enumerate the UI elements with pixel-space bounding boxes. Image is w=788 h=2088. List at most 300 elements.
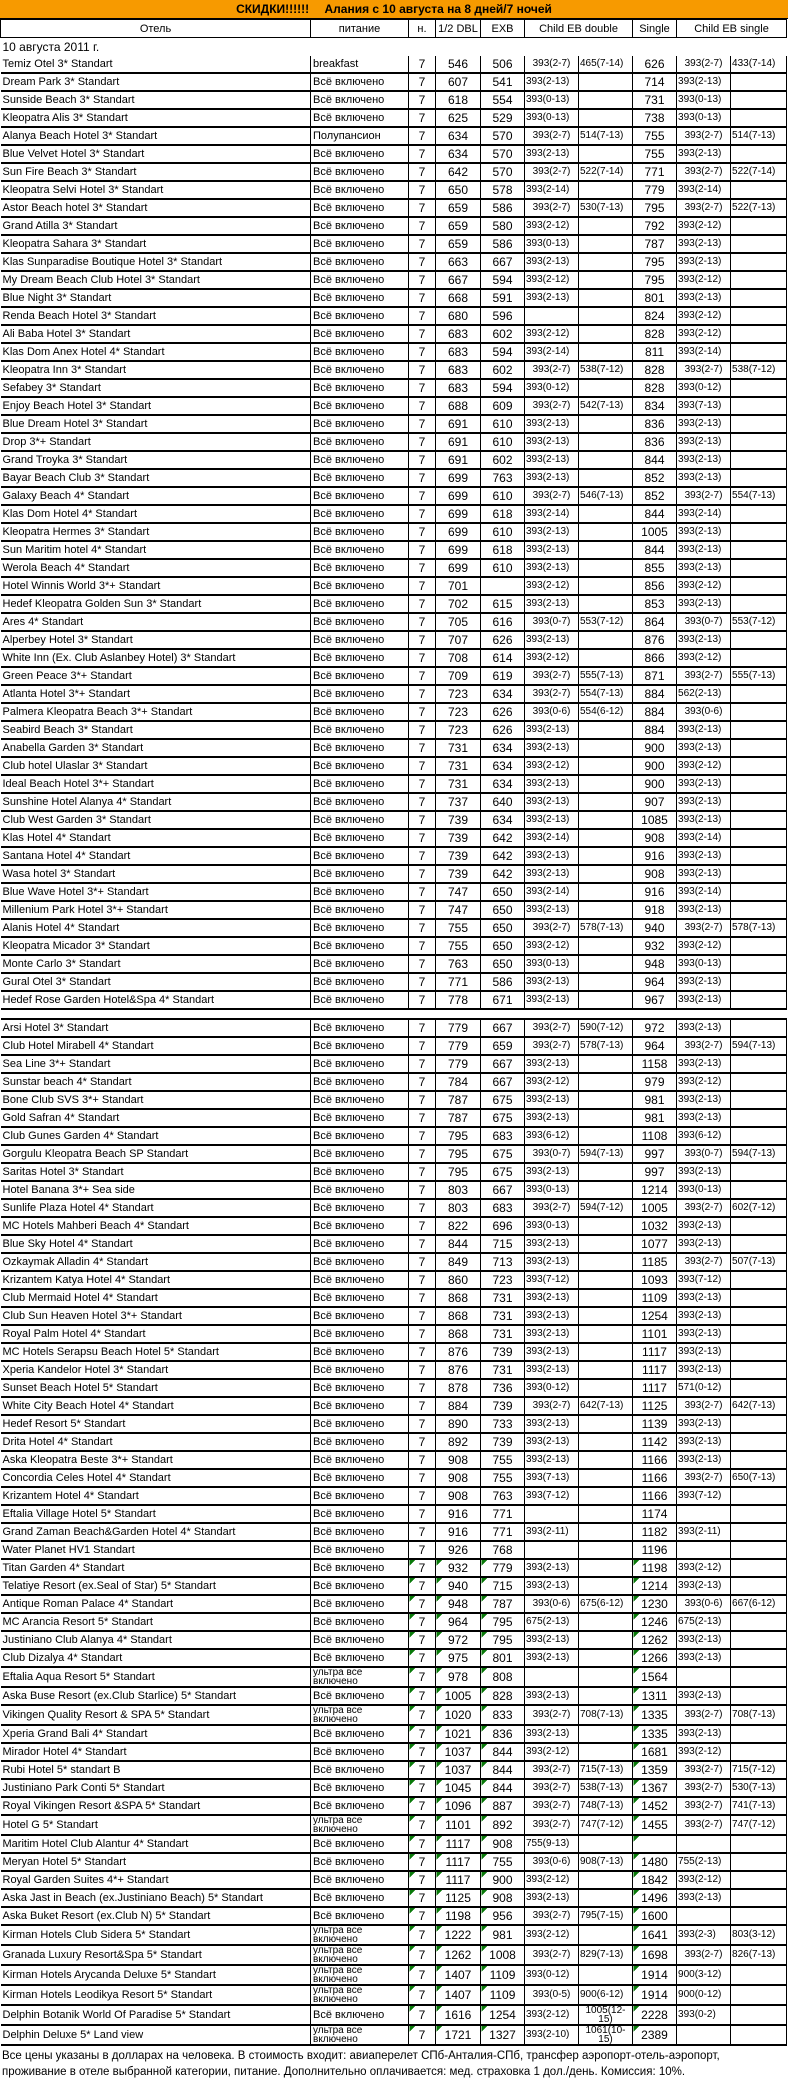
child-single-2 <box>731 739 787 757</box>
child-single-2 <box>731 955 787 973</box>
nights: 7 <box>409 307 436 325</box>
meal-type: Всё включено <box>311 289 409 307</box>
price-dbl: 699 <box>436 505 481 523</box>
price-single: 900 <box>633 757 677 775</box>
child-single-1: 393(2-7) <box>677 1705 731 1725</box>
child-single-1: 900(3-12) <box>677 1965 731 1985</box>
child-double-2: 908(7-13) <box>579 1853 633 1871</box>
child-single-2 <box>731 559 787 577</box>
nights: 7 <box>409 1199 436 1217</box>
table-row <box>1 1743 787 1761</box>
meal-type: Всё включено <box>311 1091 409 1109</box>
meal-type: Всё включено <box>311 955 409 973</box>
nights: 7 <box>409 649 436 667</box>
child-single-2 <box>731 1667 787 1687</box>
child-double-2 <box>579 865 633 883</box>
child-double-2 <box>579 379 633 397</box>
table-row <box>1 1145 787 1163</box>
price-dbl: 972 <box>436 1631 481 1649</box>
nights: 7 <box>409 1523 436 1541</box>
price-dbl: 795 <box>436 1145 481 1163</box>
child-single-2 <box>731 721 787 739</box>
child-single-1: 393(2-13) <box>677 253 731 271</box>
price-dbl: 1222 <box>436 1925 481 1945</box>
child-double-1: 393(2-13) <box>525 523 579 541</box>
table-row <box>1 343 787 361</box>
child-single-1: 393(2-7) <box>677 127 731 145</box>
child-single-2: 594(7-13) <box>731 1037 787 1055</box>
child-single-1 <box>677 1505 731 1523</box>
nights: 7 <box>409 469 436 487</box>
child-double-2 <box>579 1307 633 1325</box>
nights: 7 <box>409 1907 436 1925</box>
price-single: 1109 <box>633 1289 677 1307</box>
child-double-2: 578(7-13) <box>579 919 633 937</box>
nights: 7 <box>409 1945 436 1965</box>
price-exb: 634 <box>481 811 525 829</box>
price-single: 2389 <box>633 2025 677 2045</box>
price-single: 918 <box>633 901 677 919</box>
child-double-2 <box>579 937 633 955</box>
price-exb: 602 <box>481 451 525 469</box>
hotel-name: Astor Beach hotel 3* Standart <box>1 199 311 217</box>
price-exb: 650 <box>481 901 525 919</box>
nights: 7 <box>409 1019 436 1037</box>
price-dbl: 659 <box>436 235 481 253</box>
child-single-1: 393(2-7) <box>677 1761 731 1779</box>
price-dbl: 1117 <box>436 1853 481 1871</box>
child-double-1: 393(2-11) <box>525 1523 579 1541</box>
price-dbl: 709 <box>436 667 481 685</box>
price-exb: 616 <box>481 613 525 631</box>
child-single-2 <box>731 1725 787 1743</box>
price-dbl: 778 <box>436 991 481 1009</box>
meal-type: Всё включено <box>311 397 409 415</box>
price-dbl: 779 <box>436 1055 481 1073</box>
child-double-2 <box>579 433 633 451</box>
child-double-1: 393(2-7) <box>525 919 579 937</box>
price-dbl: 755 <box>436 919 481 937</box>
price-dbl: 688 <box>436 397 481 415</box>
child-double-2 <box>579 451 633 469</box>
child-single-2 <box>731 217 787 235</box>
child-single-2: 553(7-12) <box>731 613 787 631</box>
hotel-name: Rubi Hotel 5* standart B <box>1 1761 311 1779</box>
nights: 7 <box>409 937 436 955</box>
child-double-1: 393(2-7) <box>525 163 579 181</box>
child-single-1: 393(2-13) <box>677 523 731 541</box>
footer-note: Все цены указаны в долларах на человека. В стоимость входит: авиаперелет СПб-Анталия-СПб, трансфер аэропорт-отель-аэропорт, проживание в отеле выбранной категории, питание. Дополнительно оплачивается: мед. страховка 1 дол./день. Комиссия: 10%. <box>2 2050 720 2078</box>
table-row <box>1 1631 787 1649</box>
hotel-name: Delphin Botanik World Of Paradise 5* Standart <box>1 2005 311 2025</box>
price-single: 940 <box>633 919 677 937</box>
child-double-2 <box>579 1325 633 1343</box>
child-single-1: 393(2-14) <box>677 883 731 901</box>
nights: 7 <box>409 1181 436 1199</box>
price-exb: 610 <box>481 559 525 577</box>
price-single: 1174 <box>633 1505 677 1523</box>
nights: 7 <box>409 325 436 343</box>
child-single-1: 393(2-13) <box>677 1433 731 1451</box>
child-single-1: 393(2-13) <box>677 739 731 757</box>
hotel-name: MC Hotels Mahberi Beach 4* Standart <box>1 1217 311 1235</box>
price-single: 1108 <box>633 1127 677 1145</box>
table-row <box>1 1667 787 1687</box>
child-single-2 <box>731 1271 787 1289</box>
child-double-1: 393(2-7) <box>525 1815 579 1835</box>
price-dbl: 948 <box>436 1595 481 1613</box>
hotel-name: Green Peace 3*+ Standart <box>1 667 311 685</box>
child-single-2 <box>731 1523 787 1541</box>
nights: 7 <box>409 973 436 991</box>
child-single-2 <box>731 1019 787 1037</box>
price-dbl: 890 <box>436 1415 481 1433</box>
price-dbl: 642 <box>436 163 481 181</box>
child-double-2 <box>579 235 633 253</box>
meal-type: Всё включено <box>311 1271 409 1289</box>
child-single-1: 393(2-13) <box>677 793 731 811</box>
price-dbl: 634 <box>436 127 481 145</box>
child-single-2 <box>731 1559 787 1577</box>
hotel-name: Sunlife Plaza Hotel 4* Standart <box>1 1199 311 1217</box>
price-single: 900 <box>633 775 677 793</box>
child-double-1: 393(2-14) <box>525 829 579 847</box>
price-single: 1230 <box>633 1595 677 1613</box>
child-double-1: 393(2-7) <box>525 1945 579 1965</box>
child-double-1: 393(2-7) <box>525 1705 579 1725</box>
child-double-1: 393(2-12) <box>525 649 579 667</box>
child-double-1: 393(2-7) <box>525 1037 579 1055</box>
table-row <box>1 271 787 289</box>
hotel-name: Telatiye Resort (ex.Seal of Star) 5* Standart <box>1 1577 311 1595</box>
price-dbl: 731 <box>436 775 481 793</box>
price-exb: 619 <box>481 667 525 685</box>
table-row <box>1 1433 787 1451</box>
child-double-1: 393(2-13) <box>525 1163 579 1181</box>
price-dbl: 1045 <box>436 1779 481 1797</box>
child-single-2 <box>731 1181 787 1199</box>
child-single-1: 393(2-7) <box>677 1253 731 1271</box>
hotel-name: Sefabey 3* Standart <box>1 379 311 397</box>
price-exb: 671 <box>481 991 525 1009</box>
meal-type: Всё включено <box>311 307 409 325</box>
child-double-2 <box>579 973 633 991</box>
nights: 7 <box>409 1037 436 1055</box>
hotel-name: Drop 3*+ Standart <box>1 433 311 451</box>
nights: 7 <box>409 1343 436 1361</box>
child-double-2 <box>579 1613 633 1631</box>
table-row <box>1 1613 787 1631</box>
child-single-2 <box>731 991 787 1009</box>
table-row <box>1 1217 787 1235</box>
price-single: 1681 <box>633 1743 677 1761</box>
price-exb: 731 <box>481 1325 525 1343</box>
child-double-1: 393(2-12) <box>525 271 579 289</box>
hotel-name: Gold Safran 4* Standart <box>1 1109 311 1127</box>
nights: 7 <box>409 217 436 235</box>
price-exb: 667 <box>481 1055 525 1073</box>
child-double-2 <box>579 469 633 487</box>
price-exb: 1109 <box>481 1965 525 1985</box>
price-single: 755 <box>633 127 677 145</box>
child-single-1: 393(2-13) <box>677 415 731 433</box>
child-single-2 <box>731 181 787 199</box>
meal-type: Всё включено <box>311 1871 409 1889</box>
hotel-name: Granada Luxury Resort&Spa 5* Standart <box>1 1945 311 1965</box>
child-single-1: 393(2-13) <box>677 235 731 253</box>
child-double-1: 393(2-13) <box>525 811 579 829</box>
child-double-2 <box>579 1055 633 1073</box>
child-single-2: 642(7-13) <box>731 1397 787 1415</box>
meal-type: Всё включено <box>311 721 409 739</box>
meal-type: Всё включено <box>311 1523 409 1541</box>
child-single-2: 650(7-13) <box>731 1469 787 1487</box>
child-single-2 <box>731 541 787 559</box>
table-row <box>1 109 787 127</box>
price-exb: 683 <box>481 1199 525 1217</box>
child-single-1: 393(2-13) <box>677 1289 731 1307</box>
child-double-1: 393(2-12) <box>525 1925 579 1945</box>
child-double-1: 393(2-7) <box>525 1779 579 1797</box>
child-double-2 <box>579 847 633 865</box>
child-double-1: 393(0-12) <box>525 1379 579 1397</box>
child-single-1: 393(2-13) <box>677 541 731 559</box>
price-single: 1335 <box>633 1725 677 1743</box>
table-row <box>1 217 787 235</box>
price-exb: 634 <box>481 685 525 703</box>
hotel-name: Kleopatra Micador 3* Standart <box>1 937 311 955</box>
col-child-double: Child EB double <box>525 20 633 38</box>
price-exb: 594 <box>481 343 525 361</box>
child-double-2 <box>579 631 633 649</box>
nights: 7 <box>409 451 436 469</box>
price-exb: 723 <box>481 1271 525 1289</box>
hotel-name: Club Mermaid Hotel 4* Standart <box>1 1289 311 1307</box>
price-dbl: 1005 <box>436 1687 481 1705</box>
child-double-1 <box>525 1667 579 1687</box>
meal-type: Всё включено <box>311 343 409 361</box>
price-dbl: 892 <box>436 1433 481 1451</box>
child-double-2: 514(7-13) <box>579 127 633 145</box>
child-double-2 <box>579 523 633 541</box>
child-single-2 <box>731 2025 787 2045</box>
child-single-1: 393(2-13) <box>677 901 731 919</box>
table-row <box>1 1505 787 1523</box>
table-row <box>1 1361 787 1379</box>
meal-type: Всё включено <box>311 1073 409 1091</box>
hotel-name: Mirador Hotel 4* Standart <box>1 1743 311 1761</box>
nights: 7 <box>409 253 436 271</box>
child-double-1: 393(2-12) <box>525 1743 579 1761</box>
table-row <box>1 919 787 937</box>
price-exb: 650 <box>481 937 525 955</box>
price-dbl: 699 <box>436 523 481 541</box>
price-dbl: 659 <box>436 199 481 217</box>
meal-type: Всё включено <box>311 1779 409 1797</box>
price-dbl: 868 <box>436 1289 481 1307</box>
hotel-name: Grand Atilla 3* Standart <box>1 217 311 235</box>
child-double-1: 393(2-13) <box>525 1559 579 1577</box>
child-single-2 <box>731 91 787 109</box>
price-dbl: 1407 <box>436 1965 481 1985</box>
price-exb: 626 <box>481 631 525 649</box>
nights: 7 <box>409 1235 436 1253</box>
child-single-2 <box>731 235 787 253</box>
price-single: 731 <box>633 91 677 109</box>
table-row <box>1 1415 787 1433</box>
child-double-1: 393(2-13) <box>525 559 579 577</box>
price-single: 1641 <box>633 1925 677 1945</box>
price-single: 1359 <box>633 1761 677 1779</box>
hotel-name: Concordia Celes Hotel 4* Standart <box>1 1469 311 1487</box>
table-row <box>1 1835 787 1853</box>
table-row <box>1 1235 787 1253</box>
price-dbl: 683 <box>436 325 481 343</box>
child-single-2 <box>731 1743 787 1761</box>
meal-type: ультра все включено <box>311 1667 409 1687</box>
price-dbl: 860 <box>436 1271 481 1289</box>
price-exb: 844 <box>481 1779 525 1797</box>
child-single-2 <box>731 1415 787 1433</box>
nights: 7 <box>409 901 436 919</box>
hotel-name: Vikingen Quality Resort & SPA 5* Standart <box>1 1705 311 1725</box>
price-single: 972 <box>633 1019 677 1037</box>
child-single-1: 393(2-13) <box>677 451 731 469</box>
child-single-1: 393(2-12) <box>677 325 731 343</box>
table-row <box>1 1307 787 1325</box>
nights: 7 <box>409 199 436 217</box>
price-exb: 836 <box>481 1725 525 1743</box>
meal-type: Всё включено <box>311 541 409 559</box>
meal-type: ультра все включено <box>311 1965 409 1985</box>
child-double-1: 393(2-7) <box>525 1199 579 1217</box>
hotel-name: Atlanta Hotel 3*+ Standart <box>1 685 311 703</box>
meal-type: Всё включено <box>311 1505 409 1523</box>
child-double-1 <box>525 307 579 325</box>
nights: 7 <box>409 1743 436 1761</box>
price-exb: 667 <box>481 1181 525 1199</box>
price-single: 1117 <box>633 1361 677 1379</box>
child-single-2 <box>731 325 787 343</box>
hotel-name: Klas Dom Hotel 4* Standart <box>1 505 311 523</box>
child-single-2 <box>731 1379 787 1397</box>
child-single-1: 393(2-13) <box>677 1109 731 1127</box>
price-dbl: 699 <box>436 487 481 505</box>
price-single: 981 <box>633 1109 677 1127</box>
price-single <box>633 1835 677 1853</box>
table-row <box>1 1705 787 1725</box>
price-dbl: 699 <box>436 469 481 487</box>
child-single-1: 393(2-13) <box>677 865 731 883</box>
hotel-name: Sunside Beach 3* Standart <box>1 91 311 109</box>
child-single-1: 393(2-7) <box>677 1397 731 1415</box>
price-single: 853 <box>633 595 677 613</box>
hotel-name: Club Gunes Garden 4* Standart <box>1 1127 311 1145</box>
child-double-1: 393(0-13) <box>525 955 579 973</box>
child-double-1: 393(2-7) <box>525 1397 579 1415</box>
price-exb: 642 <box>481 829 525 847</box>
price-single: 964 <box>633 973 677 991</box>
child-single-2 <box>731 1965 787 1985</box>
meal-type: Всё включено <box>311 1451 409 1469</box>
price-single: 792 <box>633 217 677 235</box>
price-single: 855 <box>633 559 677 577</box>
hotel-name: Monte Carlo 3* Standart <box>1 955 311 973</box>
child-single-1: 393(2-12) <box>677 1073 731 1091</box>
child-double-1: 393(2-13) <box>525 73 579 91</box>
price-exb: 675 <box>481 1145 525 1163</box>
child-double-1: 393(0-5) <box>525 1985 579 2005</box>
meal-type: Всё включено <box>311 829 409 847</box>
nights: 7 <box>409 1725 436 1743</box>
price-single: 714 <box>633 73 677 91</box>
hotel-name: Ideal Beach Hotel 3*+ Standart <box>1 775 311 793</box>
child-double-1: 393(0-13) <box>525 109 579 127</box>
child-single-1: 393(2-14) <box>677 181 731 199</box>
nights: 7 <box>409 991 436 1009</box>
nights: 7 <box>409 289 436 307</box>
child-double-1: 393(2-12) <box>525 757 579 775</box>
child-single-2 <box>731 829 787 847</box>
price-dbl: 701 <box>436 577 481 595</box>
table-row <box>1 325 787 343</box>
price-dbl: 1101 <box>436 1815 481 1835</box>
table-row <box>1 1907 787 1925</box>
child-double-1: 393(2-12) <box>525 325 579 343</box>
child-single-1: 393(2-12) <box>677 1559 731 1577</box>
price-exb: 844 <box>481 1743 525 1761</box>
child-double-1: 393(2-13) <box>525 1687 579 1705</box>
child-double-2 <box>579 541 633 559</box>
nights: 7 <box>409 163 436 181</box>
child-single-1: 393(2-12) <box>677 1871 731 1889</box>
price-single: 836 <box>633 415 677 433</box>
meal-type: Всё включено <box>311 433 409 451</box>
child-double-2 <box>579 1871 633 1889</box>
nights: 7 <box>409 739 436 757</box>
child-double-1: 393(0-7) <box>525 1145 579 1163</box>
nights: 7 <box>409 1649 436 1667</box>
hotel-name: Eftalia Aqua Resort 5* Standart <box>1 1667 311 1687</box>
table-row <box>1 1853 787 1871</box>
child-single-1 <box>677 1667 731 1687</box>
child-double-1: 393(2-7) <box>525 127 579 145</box>
hotel-name: Aska Jast in Beach (ex.Justiniano Beach) 5* Standart <box>1 1889 311 1907</box>
price-single: 1842 <box>633 1871 677 1889</box>
child-single-1: 393(2-7) <box>677 163 731 181</box>
hotel-name: Werola Beach 4* Standart <box>1 559 311 577</box>
child-single-1: 393(2-13) <box>677 1451 731 1469</box>
child-double-1: 393(2-13) <box>525 1253 579 1271</box>
child-single-2: 554(7-13) <box>731 487 787 505</box>
meal-type: Всё включено <box>311 775 409 793</box>
child-double-2 <box>579 1433 633 1451</box>
child-single-1: 393(0-7) <box>677 613 731 631</box>
child-double-2 <box>579 1109 633 1127</box>
nights: 7 <box>409 1835 436 1853</box>
child-double-2 <box>579 1253 633 1271</box>
child-single-1 <box>677 1541 731 1559</box>
child-double-1: 393(2-7) <box>525 199 579 217</box>
child-double-2 <box>579 1559 633 1577</box>
child-double-1: 393(2-13) <box>525 595 579 613</box>
table-row <box>1 91 787 109</box>
child-double-2: 748(7-13) <box>579 1797 633 1815</box>
child-single-1: 393(2-13) <box>677 811 731 829</box>
child-single-1: 393(2-14) <box>677 505 731 523</box>
price-single: 979 <box>633 1073 677 1091</box>
price-dbl: 747 <box>436 901 481 919</box>
